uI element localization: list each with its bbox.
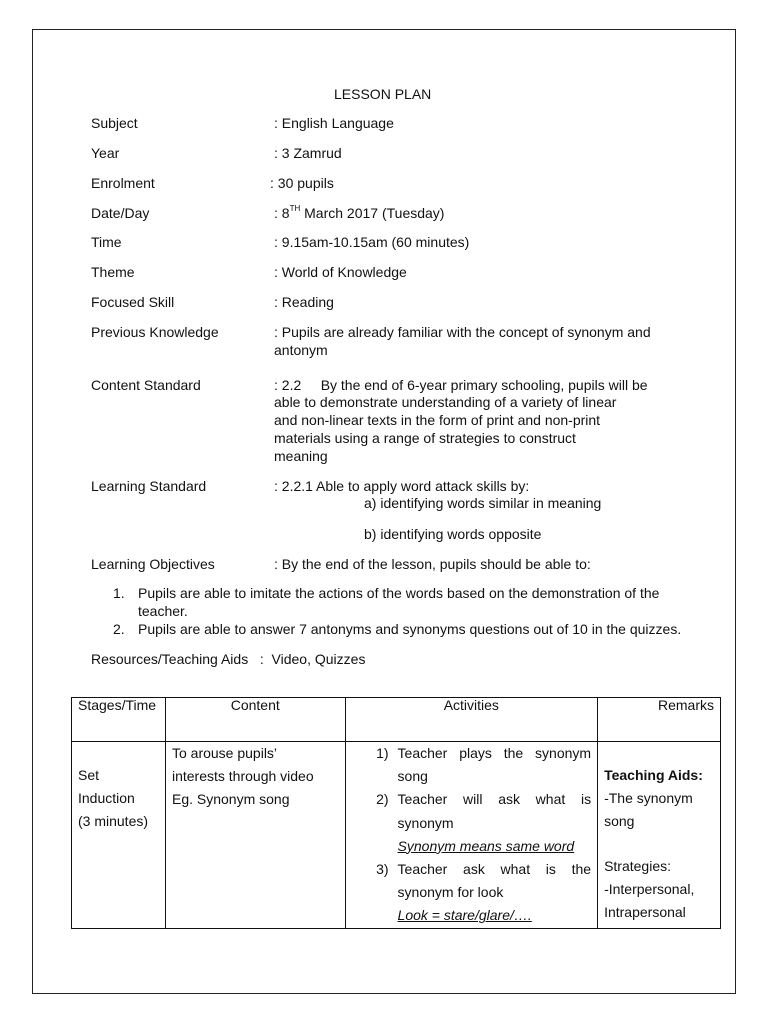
objective-line: Pupils are able to imitate the actions of the words based on the demonstration of the xyxy=(138,585,660,601)
remarks-line: -Interpersonal, xyxy=(604,880,695,897)
stage-cell xyxy=(72,742,166,929)
previous-knowledge-line: : Pupils are already familiar with the concept of synonym and xyxy=(274,324,651,340)
remarks-line: song xyxy=(604,813,635,830)
remarks-line: Intrapersonal xyxy=(604,904,686,921)
table-row xyxy=(72,742,721,929)
remarks-line: -The synonym xyxy=(604,790,693,807)
learning-standard-item: b) identifying words opposite xyxy=(364,526,542,542)
content-line: interests through video xyxy=(171,768,314,785)
enrolment-value: : 30 pupils xyxy=(270,175,334,191)
activity-line: Teacher will ask what is xyxy=(397,791,592,808)
content-standard-label: Content Standard xyxy=(91,377,201,393)
enrolment-label: Enrolment xyxy=(91,175,155,191)
theme-label: Theme xyxy=(91,264,135,280)
objective-line: Pupils are able to answer 7 antonyms and synonyms questions out of 10 in the quizzes. xyxy=(138,621,682,637)
header-remarks: Remarks xyxy=(598,698,721,742)
theme-value: : World of Knowledge xyxy=(274,264,407,280)
remarks-spacer xyxy=(604,834,714,855)
objective-line: teacher. xyxy=(138,603,188,619)
content-standard-line: : 2.2 By the end of 6-year primary schooling, pupils will be xyxy=(274,377,648,393)
activity-note: Look = stare/glare/…. xyxy=(397,907,532,924)
activities-cell xyxy=(345,742,598,929)
focused-skill-label: Focused Skill xyxy=(91,294,175,310)
activity-item-continued xyxy=(346,881,592,904)
activity-line: synonym xyxy=(397,814,454,831)
activity-note: Synonym means same word xyxy=(397,837,575,854)
activity-number: 3) xyxy=(376,861,389,878)
year-value: : 3 Zamrud xyxy=(274,145,342,161)
previous-knowledge-label: Previous Knowledge xyxy=(91,324,219,340)
activity-item-continued xyxy=(346,812,592,835)
activity-number: 1) xyxy=(376,745,389,761)
content-standard-line: meaning xyxy=(274,448,328,464)
activity-line: Teacher plays the synonym xyxy=(397,745,592,761)
date-value: : 8TH March 2017 (Tuesday) xyxy=(274,204,445,221)
date-label: Date/Day xyxy=(91,205,150,221)
year-label: Year xyxy=(91,145,120,161)
learning-objectives-value: : By the end of the lesson, pupils should be able to: xyxy=(274,556,591,572)
activity-line: synonym for look xyxy=(397,884,504,901)
activity-item xyxy=(346,858,592,881)
time-value: : 9.15am-10.15am (60 minutes) xyxy=(274,234,470,250)
learning-standard-item: a) identifying words similar in meaning xyxy=(364,495,602,511)
document-title: LESSON PLAN xyxy=(334,86,432,102)
content-cell xyxy=(165,742,345,929)
activity-item xyxy=(346,742,592,765)
stage-line: (3 minutes) xyxy=(78,813,149,830)
activity-line: Teacher ask what is the xyxy=(397,861,592,878)
content-line: To arouse pupils’ xyxy=(171,745,278,761)
learning-objectives-label: Learning Objectives xyxy=(91,556,215,572)
content-standard-line: and non-linear texts in the form of print and non-print xyxy=(274,412,601,428)
previous-knowledge-line: antonym xyxy=(274,342,328,358)
focused-skill-value: : Reading xyxy=(274,294,334,310)
table-header-row xyxy=(72,698,721,742)
lesson-table xyxy=(71,697,721,929)
header-activities: Activities xyxy=(345,698,598,742)
resources-line: Resources/Teaching Aids : Video, Quizzes xyxy=(91,651,366,667)
stage-line: Set xyxy=(78,767,100,783)
time-label: Time xyxy=(91,234,122,250)
activity-item xyxy=(346,788,592,811)
learning-standard-label: Learning Standard xyxy=(91,478,207,494)
content-standard-line: materials using a range of strategies to construct xyxy=(274,430,576,446)
activity-number: 2) xyxy=(376,791,389,808)
content-line: Eg. Synonym song xyxy=(171,791,290,808)
remarks-cell xyxy=(598,742,721,929)
content-standard-line: able to demonstrate understanding of a variety of linear xyxy=(274,394,617,410)
strategies-title: Strategies: xyxy=(604,857,672,874)
header-content: Content xyxy=(165,698,345,742)
stage-line: Induction xyxy=(78,790,135,807)
activity-line: song xyxy=(397,768,428,785)
objective-number: 1. xyxy=(113,585,125,601)
objective-number: 2. xyxy=(113,621,125,637)
activity-item-continued xyxy=(346,765,592,788)
learning-standard-value: : 2.2.1 Able to apply word attack skills by: xyxy=(274,478,530,494)
teaching-aids-title: Teaching Aids: xyxy=(604,767,703,783)
header-stages: Stages/Time xyxy=(72,698,166,742)
subject-value: : English Language xyxy=(274,115,394,131)
subject-label: Subject xyxy=(91,115,138,131)
